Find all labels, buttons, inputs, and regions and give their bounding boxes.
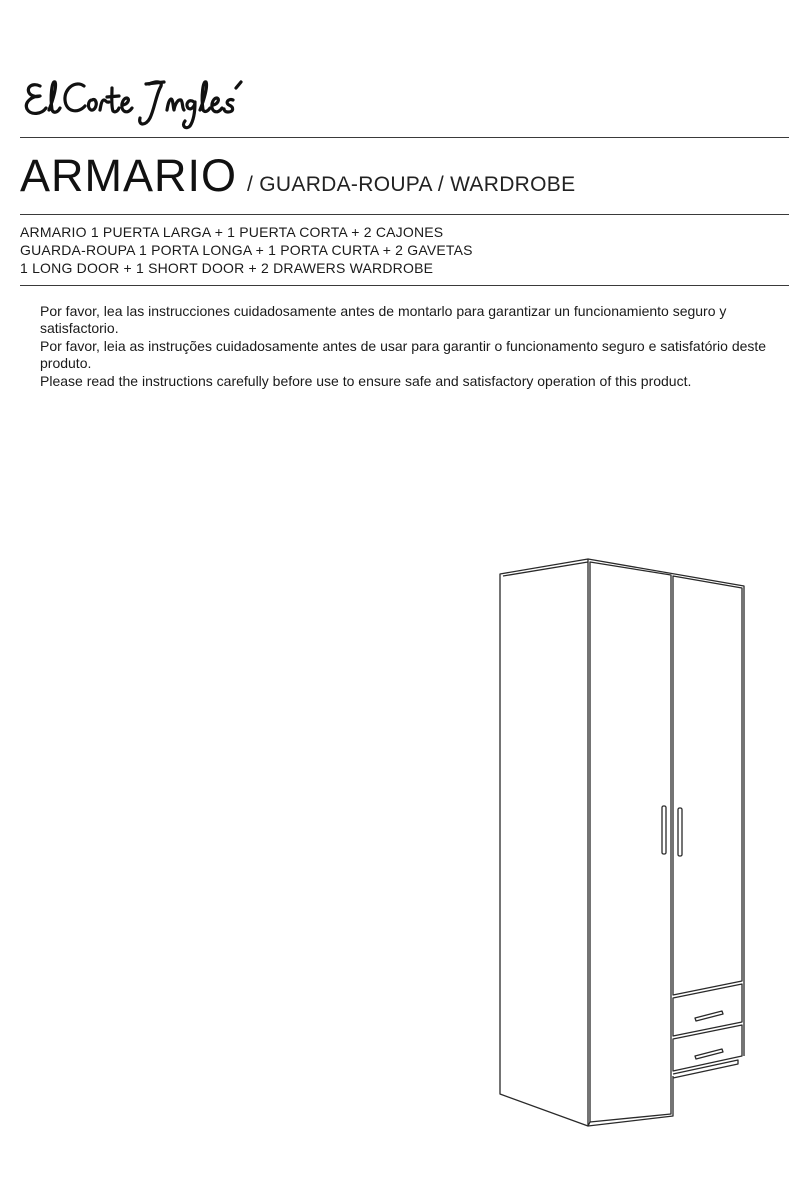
- safety-instructions: [40, 303, 780, 390]
- short-door-handle: [678, 808, 682, 856]
- drawer-bottom-handle: [695, 1049, 723, 1059]
- instruction-en: Please read the instructions carefully before use to ensure safe and satisfactory operation of this product.: [40, 372, 692, 389]
- brand-logo-mark: [22, 66, 262, 132]
- page-title: [20, 150, 575, 202]
- wardrobe-illustration: [498, 556, 748, 1131]
- divider-bottom: [20, 285, 789, 286]
- divider-top: [20, 137, 789, 138]
- product-name-en: 1 LONG DOOR + 1 SHORT DOOR + 2 DRAWERS WARDROBE: [20, 260, 434, 276]
- instruction-pt: Por favor, leia as instruções cuidadosamente antes de usar para garantir o funcionamento seguro e satisfatório deste produto.: [40, 337, 767, 372]
- wardrobe-plinth: [588, 1060, 738, 1126]
- product-name-pt: GUARDA-ROUPA 1 PORTA LONGA + 1 PORTA CURTA + 2 GAVETAS: [20, 242, 473, 258]
- wardrobe-drawer-bottom: [673, 1025, 742, 1071]
- drawer-top-handle: [695, 1011, 723, 1021]
- wardrobe-drawing: [498, 556, 748, 1131]
- divider-middle: [20, 214, 789, 215]
- title-main: ARMARIO: [20, 150, 238, 201]
- wardrobe-side-panel: [500, 559, 588, 1126]
- product-names: [20, 223, 473, 277]
- brand-logo: [22, 66, 262, 132]
- wardrobe-long-door: [590, 562, 671, 1122]
- long-door-handle: [662, 806, 666, 854]
- wardrobe-drawer-top: [673, 984, 742, 1036]
- instruction-es: Por favor, lea las instrucciones cuidadosamente antes de montarlo para garantizar un funcionamiento seguro y satisfactorio.: [40, 303, 727, 337]
- wardrobe-short-door: [673, 576, 742, 995]
- title-translations: / GUARDA-ROUPA / WARDROBE: [247, 173, 576, 196]
- product-name-es: ARMARIO 1 PUERTA LARGA + 1 PUERTA CORTA + 2 CAJONES: [20, 224, 444, 240]
